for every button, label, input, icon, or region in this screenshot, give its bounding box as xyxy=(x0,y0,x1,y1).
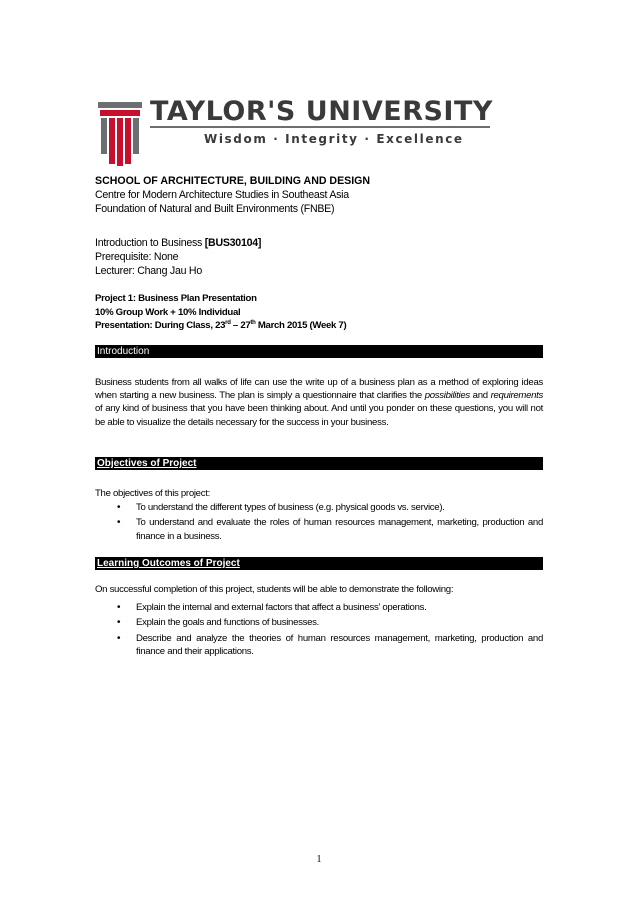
foundation-name: Foundation of Natural and Built Environments (FNBE) xyxy=(95,203,335,215)
course-name: Introduction to Business xyxy=(95,237,205,249)
objectives-heading: Objectives of Project xyxy=(95,457,543,470)
course-info xyxy=(95,236,543,278)
introduction-heading: Introduction xyxy=(95,345,543,358)
lecturer: Lecturer: Chang Jau Ho xyxy=(95,265,202,277)
objectives-intro: The objectives of this project: xyxy=(95,488,210,499)
introduction-paragraph: Business students from all walks of life can use the write up of a business plan as a method of exploring ideas when starting a new business. The plan is simply a questionnaire that clarifies the possibilities and requirements of any kind of business that you have been thinking about. And until you ponder on these questions, you will not be able to visualize the details necessary for the success in your business. xyxy=(95,377,543,428)
list-item: • Explain the goals and functions of businesses. xyxy=(117,617,319,629)
objectives-section xyxy=(95,487,543,545)
course-title xyxy=(95,236,543,250)
project-info xyxy=(95,292,543,333)
school-header xyxy=(95,174,543,216)
university-logo xyxy=(98,96,493,166)
project-title: Project 1: Business Plan Presentation xyxy=(95,293,257,304)
outcomes-list xyxy=(95,601,543,658)
course-code: [BUS30104] xyxy=(204,237,262,249)
outcomes-section xyxy=(95,583,543,660)
page-number: 1 xyxy=(316,854,322,865)
logo-motto: Wisdom · Integrity · Excellence xyxy=(204,132,464,146)
list-item: • To understand and evaluate the roles of human resources management, marketing, production and finance in a business. xyxy=(117,517,543,542)
logo-name: TAYLOR'S UNIVERSITY xyxy=(150,96,493,127)
list-item: • Describe and analyze the theories of human resources management, marketing, production and finance and their applications. xyxy=(117,632,543,657)
list-item: • Explain the internal and external factors that affect a business’ operations. xyxy=(117,602,427,614)
project-weight: 10% Group Work + 10% Individual xyxy=(95,306,241,318)
school-name: SCHOOL OF ARCHITECTURE, BUILDING AND DESIGN xyxy=(95,175,371,187)
centre-name: Centre for Modern Architecture Studies in Southeast Asia xyxy=(95,189,349,201)
objectives-list xyxy=(95,501,543,543)
list-item: • To understand the different types of business (e.g. physical goods vs. service). xyxy=(117,502,445,514)
outcomes-intro: On successful completion of this project, students will be able to demonstrate the following: xyxy=(95,584,454,595)
presentation-date: Presentation: During Class, 23rd – 27th March 2015 (Week 7) xyxy=(95,320,347,332)
outcomes-heading: Learning Outcomes of Project xyxy=(95,557,543,570)
prerequisite: Prerequisite: None xyxy=(95,251,179,263)
